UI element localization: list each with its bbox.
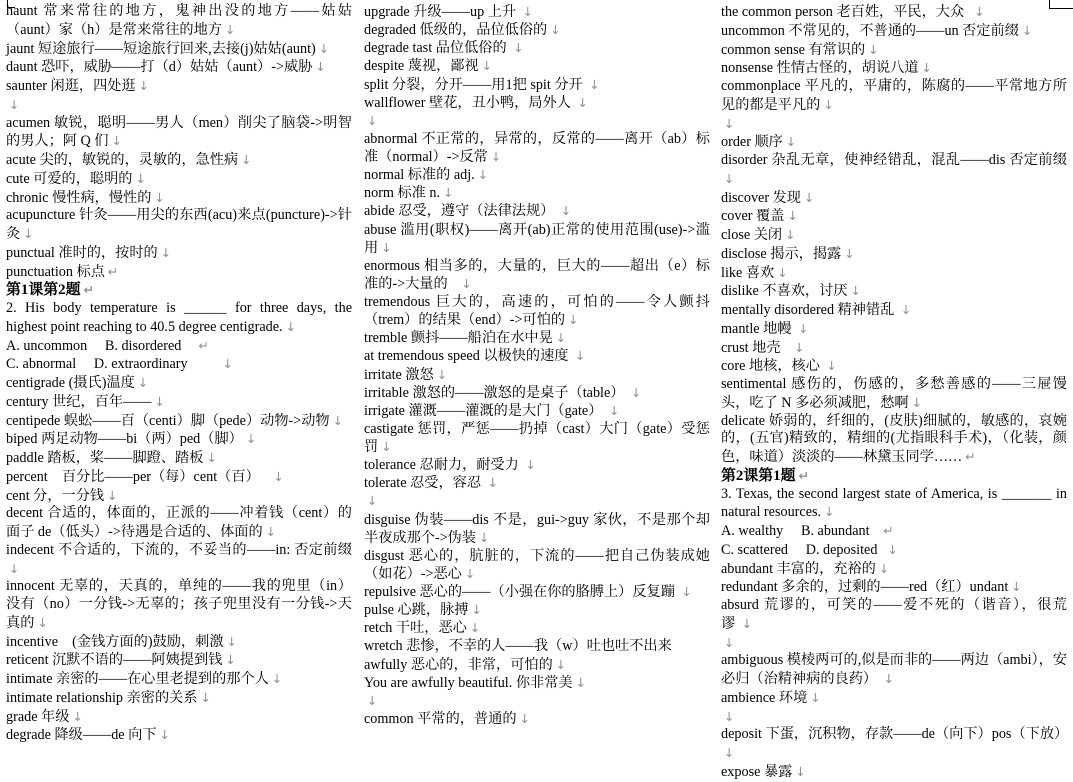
vocab-entry[interactable] bbox=[6, 708, 352, 727]
vocab-entry[interactable] bbox=[721, 301, 1067, 320]
linebreak-mark-icon: ↓ bbox=[787, 208, 798, 224]
vocab-entry[interactable] bbox=[721, 78, 1067, 115]
linebreak-mark-icon: ↓ bbox=[741, 615, 753, 631]
vocab-entry[interactable] bbox=[364, 366, 710, 384]
linebreak-mark-icon: ↓ bbox=[318, 40, 330, 56]
question-text[interactable] bbox=[6, 300, 352, 337]
linebreak-mark-icon: ↓ bbox=[724, 708, 735, 724]
linebreak-mark-icon: ↓ bbox=[443, 185, 454, 201]
vocab-entry[interactable] bbox=[6, 542, 352, 579]
vocab-entry[interactable] bbox=[721, 376, 1067, 413]
vocab-entry[interactable] bbox=[364, 39, 710, 57]
linebreak-mark-icon: ↓ bbox=[367, 112, 378, 128]
vocab-entry[interactable] bbox=[721, 22, 1067, 41]
vocab-entry[interactable] bbox=[6, 77, 352, 96]
paragraph-return-mark-icon: ↵ bbox=[83, 282, 94, 298]
line-text: order 顺序 bbox=[721, 134, 783, 151]
vocab-entry[interactable] bbox=[364, 329, 710, 347]
linebreak-mark-icon: ↓ bbox=[900, 302, 912, 317]
linebreak-mark-icon: ↓ bbox=[381, 439, 392, 454]
line-text: core 地核，核心 bbox=[721, 358, 824, 375]
question-text[interactable] bbox=[721, 486, 1067, 523]
linebreak-mark-icon: ↓ bbox=[681, 584, 692, 599]
line-text: ambiguous 模棱两可的,似是而非的——两边（ambi），安必归（治精神病的良药） bbox=[721, 652, 1068, 687]
vocab-entry[interactable] bbox=[6, 58, 352, 77]
text-column-3 bbox=[721, 3, 1067, 782]
linebreak-mark-icon: ↓ bbox=[160, 244, 172, 260]
vocab-entry[interactable] bbox=[721, 726, 1067, 763]
vocab-entry[interactable] bbox=[6, 726, 352, 745]
linebreak-mark-icon: ↓ bbox=[9, 560, 20, 576]
vocab-entry[interactable] bbox=[721, 189, 1067, 208]
vocab-entry[interactable] bbox=[6, 670, 352, 689]
linebreak-mark-icon: ↓ bbox=[795, 763, 806, 779]
vocab-entry[interactable] bbox=[364, 474, 710, 492]
line-text: jaunt 短途旅行——短途旅行回来,去接(j)姑姑(aunt) bbox=[6, 40, 316, 57]
linebreak-mark-icon: ↓ bbox=[315, 59, 326, 75]
vocab-entry[interactable] bbox=[6, 449, 352, 468]
linebreak-mark-icon: ↓ bbox=[868, 41, 879, 57]
vocab-entry[interactable] bbox=[364, 456, 710, 474]
line-text: A. wealthy B. abundant bbox=[721, 523, 881, 539]
line-text: tolerance 忍耐力，耐受力 bbox=[364, 457, 523, 474]
line-text: uncommon 不常见的，不普通的——un 否定前缀 bbox=[721, 22, 1019, 39]
vocab-entry[interactable] bbox=[6, 505, 352, 542]
vocab-entry[interactable] bbox=[721, 357, 1067, 376]
linebreak-mark-icon: ↓ bbox=[241, 152, 252, 167]
linebreak-mark-icon: ↓ bbox=[245, 431, 257, 447]
linebreak-mark-icon: ↓ bbox=[9, 96, 20, 112]
linebreak-mark-icon: ↓ bbox=[555, 656, 567, 672]
linebreak-mark-icon: ↓ bbox=[271, 671, 283, 686]
vocab-entry[interactable] bbox=[6, 189, 352, 208]
linebreak-mark-icon: ↓ bbox=[785, 227, 796, 242]
linebreak-mark-icon: ↓ bbox=[154, 189, 165, 205]
line-text: norm 标准 n. bbox=[364, 185, 441, 202]
line-text: common 平常的，普通的 bbox=[364, 710, 517, 727]
line-text: disclose 揭示，揭露 bbox=[721, 245, 842, 262]
vocab-entry[interactable] bbox=[364, 293, 710, 329]
line-text: biped 两足动物——bi（两）ped（脚） bbox=[6, 431, 243, 448]
linebreak-mark-icon: ↓ bbox=[823, 96, 834, 112]
linebreak-mark-icon: ↓ bbox=[1021, 22, 1033, 38]
empty-line[interactable] bbox=[721, 708, 1067, 727]
empty-line[interactable] bbox=[721, 634, 1067, 653]
vocab-entry[interactable] bbox=[364, 202, 710, 220]
vocab-entry[interactable] bbox=[6, 651, 352, 670]
paragraph-return-mark-icon: ↵ bbox=[798, 467, 809, 483]
linebreak-mark-icon: ↓ bbox=[487, 475, 499, 491]
vocab-entry[interactable] bbox=[364, 184, 710, 202]
vocab-entry[interactable] bbox=[364, 347, 710, 365]
line-text: intimate 亲密的——在心里老提到的那个人 bbox=[6, 671, 269, 687]
line-text: C. scattered D. deposited bbox=[721, 541, 885, 558]
line-text: enormous 相当多的，大量的，巨大的——超出（e）标准的->大量的 bbox=[364, 257, 710, 292]
vocab-entry[interactable] bbox=[721, 413, 1067, 467]
line-text: punctual 准时的，按时的 bbox=[6, 244, 158, 261]
line-text: redundant 多余的，过剩的——red（红）undant bbox=[721, 579, 1009, 596]
line-text: retch 干吐，恶心 bbox=[364, 620, 467, 637]
line-text: decent 合适的，体面的，正派的——冲着钱（cent）的面子 de（低头）->待遇是合适的、体面的 bbox=[6, 505, 352, 540]
line-text: mentally disordered 精神错乱 bbox=[721, 302, 898, 318]
line-text: reticent 沉默不语的——阿姨提到钱 bbox=[6, 652, 223, 669]
vocab-entry[interactable] bbox=[364, 3, 710, 21]
linebreak-mark-icon: ↓ bbox=[777, 264, 788, 280]
line-text: upgrade 升级——up 上升 bbox=[364, 4, 520, 20]
linebreak-mark-icon: ↓ bbox=[23, 226, 34, 241]
vocab-entry[interactable] bbox=[6, 170, 352, 189]
line-text: punctuation 标点 bbox=[6, 263, 105, 280]
vocab-entry[interactable] bbox=[6, 487, 352, 506]
vocab-entry[interactable] bbox=[364, 166, 710, 184]
vocab-entry[interactable] bbox=[364, 257, 710, 293]
linebreak-mark-icon: ↓ bbox=[477, 167, 489, 183]
answer-options[interactable] bbox=[721, 541, 1067, 560]
line-text: saunter 闲逛，四处逛 bbox=[6, 78, 136, 94]
linebreak-mark-icon: ↓ bbox=[560, 203, 572, 219]
line-text: like 喜欢 bbox=[721, 264, 775, 281]
linebreak-mark-icon: ↓ bbox=[154, 393, 165, 409]
line-text: percent 百分比——per（每）cent（百） bbox=[6, 468, 271, 485]
line-text: daunt 恐吓，威胁——打（d）姑姑（aunt）->威胁 bbox=[6, 59, 313, 76]
answer-options[interactable] bbox=[721, 522, 1067, 541]
linebreak-mark-icon: ↓ bbox=[1011, 579, 1022, 595]
vocab-entry[interactable] bbox=[721, 282, 1067, 301]
vocab-entry[interactable] bbox=[721, 41, 1067, 60]
linebreak-mark-icon: ↓ bbox=[911, 394, 923, 410]
line-text: degraded 低级的，品位低俗的 bbox=[364, 22, 548, 39]
linebreak-mark-icon: ↓ bbox=[200, 689, 211, 705]
line-text: crust 地壳 bbox=[721, 339, 792, 356]
line-text: irritate 激怒 bbox=[364, 366, 434, 383]
linebreak-mark-icon: ↓ bbox=[844, 245, 855, 261]
vocab-entry[interactable] bbox=[6, 374, 352, 393]
vocab-entry[interactable] bbox=[364, 130, 710, 166]
vocab-entry[interactable] bbox=[6, 633, 352, 652]
paragraph-return-mark-icon: ↵ bbox=[883, 523, 894, 538]
linebreak-mark-icon: ↓ bbox=[887, 541, 898, 557]
vocab-entry[interactable] bbox=[364, 384, 710, 402]
line-text: 3. Texas, the second largest state of America, is _______ in natural resources. bbox=[721, 485, 1067, 521]
line-text: century 世纪，百年—— bbox=[6, 393, 152, 410]
line-text: despite 蔑视，鄙视 bbox=[364, 58, 479, 75]
line-text: deposit 下蛋，沉积物，存款——de（向下）pos（下放） bbox=[721, 726, 1069, 743]
empty-line[interactable] bbox=[364, 692, 710, 710]
linebreak-mark-icon: ↓ bbox=[72, 708, 83, 724]
line-text: wallflower 壁花，丑小鸭，局外人 bbox=[364, 94, 575, 111]
empty-line[interactable] bbox=[364, 112, 710, 130]
vocab-entry[interactable] bbox=[6, 689, 352, 708]
vocab-entry[interactable] bbox=[364, 619, 710, 637]
line-text: repulsive 恶心的——（小强在你的胳膊上）反复蹦 bbox=[364, 584, 679, 600]
line-text: 第1课第2题 bbox=[6, 282, 81, 299]
vocab-entry[interactable] bbox=[6, 40, 352, 59]
linebreak-mark-icon: ↓ bbox=[575, 348, 586, 364]
vocab-entry[interactable] bbox=[6, 393, 352, 412]
linebreak-mark-icon: ↓ bbox=[724, 115, 735, 131]
vocab-entry[interactable] bbox=[364, 637, 710, 655]
vocab-entry[interactable] bbox=[721, 3, 1067, 22]
linebreak-mark-icon: ↓ bbox=[225, 652, 236, 668]
vocab-entry[interactable] bbox=[364, 94, 710, 112]
line-text: irritable 激怒的——激怒的是桌子（table） bbox=[364, 384, 629, 401]
line-text: centigrade (摄氏)温度 bbox=[6, 375, 135, 391]
line-text: 第2课第1题 bbox=[721, 467, 796, 484]
line-text: at tremendous speed 以极快的速度 bbox=[364, 348, 573, 365]
linebreak-mark-icon: ↓ bbox=[974, 4, 985, 19]
linebreak-mark-icon: ↓ bbox=[724, 170, 735, 186]
line-text: intimate relationship 亲密的关系 bbox=[6, 689, 198, 706]
linebreak-mark-icon: ↓ bbox=[513, 40, 524, 56]
vocab-entry[interactable] bbox=[364, 674, 710, 692]
vocab-entry[interactable] bbox=[364, 583, 710, 601]
vocab-entry[interactable] bbox=[364, 547, 710, 583]
line-text: castigate 惩罚，严惩——扔掉（cast）大门（gate）受惩罚 bbox=[364, 420, 710, 455]
line-text: paddle 踏板，桨——脚蹬、踏板 bbox=[6, 450, 204, 466]
line-text: abide 忍受，遵守（法律法规） bbox=[364, 203, 558, 220]
empty-line[interactable] bbox=[364, 492, 710, 510]
line-text: mantle 地幔 bbox=[721, 320, 796, 337]
linebreak-mark-icon: ↓ bbox=[381, 239, 392, 255]
line-text: awfully 恶心的，非常，可怕的 bbox=[364, 656, 553, 673]
linebreak-mark-icon: ↓ bbox=[575, 674, 587, 690]
line-text: tremble 颤抖——船泊在水中晃 bbox=[364, 330, 553, 347]
linebreak-mark-icon: ↓ bbox=[436, 366, 448, 382]
linebreak-mark-icon: ↓ bbox=[273, 468, 284, 484]
line-text: sentimental 感伤的，伤感的，多愁善感的——三屉馒头，吃了 N 多必须减肥，愁啊 bbox=[721, 376, 1067, 411]
linebreak-mark-icon: ↓ bbox=[222, 356, 234, 372]
linebreak-mark-icon: ↓ bbox=[608, 402, 620, 418]
line-text: nonsense 性情古怪的，胡说八道 bbox=[721, 60, 919, 77]
vocab-entry[interactable] bbox=[721, 59, 1067, 78]
linebreak-mark-icon: ↓ bbox=[522, 4, 534, 19]
vocab-entry[interactable] bbox=[364, 511, 710, 547]
vocab-entry[interactable] bbox=[364, 57, 710, 75]
line-text: normal 标准的 adj. bbox=[364, 167, 475, 184]
linebreak-mark-icon: ↓ bbox=[137, 375, 149, 390]
line-text: cent 分，一分钱 bbox=[6, 487, 105, 504]
linebreak-mark-icon: ↓ bbox=[519, 710, 530, 726]
line-text: haunt 常来常往的地方，鬼神出没的地方——姑姑（aunt）家（h）是常来常往的地方 bbox=[6, 3, 352, 38]
vocab-entry[interactable] bbox=[721, 689, 1067, 708]
vocab-entry[interactable] bbox=[721, 560, 1067, 579]
linebreak-mark-icon: ↓ bbox=[550, 22, 561, 38]
line-text: pulse 心跳，脉搏 bbox=[364, 602, 469, 619]
vocab-entry[interactable] bbox=[364, 21, 710, 39]
linebreak-mark-icon: ↓ bbox=[464, 565, 476, 581]
line-text: tolerate 忍受，容忍 bbox=[364, 475, 485, 492]
linebreak-mark-icon: ↓ bbox=[921, 60, 932, 76]
line-text: wretch 悲惨，不幸的人——我（w）吐也吐不出来 bbox=[364, 638, 672, 655]
line-text: acupuncture 针灸——用尖的东西(acu)来点(puncture)->针灸 bbox=[6, 207, 352, 242]
vocab-entry[interactable] bbox=[6, 412, 352, 431]
vocab-entry[interactable] bbox=[6, 115, 352, 152]
vocab-entry[interactable] bbox=[6, 151, 352, 170]
text-column-1 bbox=[6, 3, 352, 745]
line-text: delicate 娇弱的，纤细的，(皮肤)细腻的，敏感的，哀婉的，(五官)精致的，精细的(尤指眼科手术)，（化装，颜色，味道）淡淡的——林黛玉同学…… bbox=[721, 412, 1067, 465]
linebreak-mark-icon: ↓ bbox=[37, 614, 48, 630]
line-text: 2. His body temperature is ______ for three days, the highest point reaching to 40.5 degree centigrade. bbox=[6, 300, 352, 335]
vocab-entry[interactable] bbox=[721, 207, 1067, 226]
linebreak-mark-icon: ↓ bbox=[826, 358, 837, 374]
line-text: commonplace 平凡的，平庸的，陈腐的——平常地方所见的都是平凡的 bbox=[721, 78, 1067, 113]
line-text: incentive (金钱方面的)鼓励，刺激 bbox=[6, 633, 224, 650]
vocab-entry[interactable] bbox=[6, 207, 352, 244]
line-text: ambience 环境 bbox=[721, 689, 808, 706]
line-text: common sense 有常识的 bbox=[721, 41, 866, 58]
lesson-heading[interactable] bbox=[6, 281, 352, 300]
empty-line[interactable] bbox=[6, 96, 352, 115]
line-text: degrade 降级——de 向下 bbox=[6, 727, 157, 744]
linebreak-mark-icon: ↓ bbox=[577, 94, 588, 110]
vocab-entry[interactable] bbox=[721, 578, 1067, 597]
linebreak-mark-icon: ↓ bbox=[883, 671, 895, 686]
linebreak-mark-icon: ↓ bbox=[367, 493, 378, 509]
line-text: expose 暴露 bbox=[721, 763, 793, 780]
answer-options[interactable] bbox=[6, 355, 352, 374]
line-text: acumen 敏锐，聪明——男人（men）削尖了脑袋->明智的男人；阿 Q 们 bbox=[6, 114, 352, 150]
line-text: acute 尖的，敏锐的，灵敏的，急性病 bbox=[6, 152, 239, 168]
vocab-entry[interactable] bbox=[364, 221, 710, 257]
line-text: tremendous 巨大的，高速的，可怕的——令人颤抖（trem）的结果（end）->可怕的 bbox=[364, 294, 710, 329]
line-text: innocent 无辜的，天真的，单纯的——我的兜里（in）没有（no）一分钱->无辜的；孩子兜里没有一分钱->天真的 bbox=[6, 578, 352, 631]
vocab-entry[interactable] bbox=[364, 601, 710, 619]
line-text: chronic 慢性病，慢性的 bbox=[6, 189, 152, 206]
linebreak-mark-icon: ↓ bbox=[138, 78, 150, 93]
linebreak-mark-icon: ↓ bbox=[785, 134, 797, 150]
line-text: absurd 荒谬的，可笑的——爱不死的（谐音），很荒谬 bbox=[721, 597, 1067, 632]
linebreak-mark-icon: ↓ bbox=[525, 457, 536, 473]
linebreak-mark-icon: ↓ bbox=[810, 689, 821, 705]
line-text: A. uncommon B. disordered bbox=[6, 337, 196, 354]
linebreak-mark-icon: ↓ bbox=[111, 133, 122, 149]
vocab-entry[interactable] bbox=[721, 597, 1067, 634]
linebreak-mark-icon: ↓ bbox=[804, 189, 815, 205]
line-text: C. abnormal D. extraordinary bbox=[6, 356, 220, 373]
linebreak-mark-icon: ↓ bbox=[631, 384, 642, 400]
linebreak-mark-icon: ↓ bbox=[135, 170, 146, 186]
vocab-entry[interactable] bbox=[364, 656, 710, 674]
linebreak-mark-icon: ↓ bbox=[589, 76, 600, 92]
linebreak-mark-icon: ↓ bbox=[226, 633, 237, 649]
line-text: dislike 不喜欢，讨厌 bbox=[721, 283, 848, 300]
linebreak-mark-icon: ↓ bbox=[159, 727, 170, 743]
linebreak-mark-icon: ↓ bbox=[850, 283, 861, 299]
linebreak-mark-icon: ↓ bbox=[265, 524, 277, 539]
line-text: cute 可爱的，聪明的 bbox=[6, 170, 133, 187]
vocab-entry[interactable] bbox=[6, 578, 352, 632]
line-text: discover 发现 bbox=[721, 189, 801, 206]
vocab-entry[interactable] bbox=[721, 245, 1067, 264]
answer-options[interactable] bbox=[6, 337, 352, 356]
line-text: irrigate 灌溉——灌溉的是大门（gate） bbox=[364, 402, 606, 419]
text-column-2 bbox=[364, 3, 710, 728]
line-text: grade 年级 bbox=[6, 708, 70, 725]
linebreak-mark-icon: ↓ bbox=[724, 745, 735, 760]
vocab-entry[interactable] bbox=[364, 420, 710, 456]
paragraph-return-mark-icon: ↵ bbox=[107, 263, 119, 279]
linebreak-mark-icon: ↓ bbox=[471, 602, 482, 618]
vocab-entry[interactable] bbox=[721, 320, 1067, 339]
line-text: abnormal 不正常的，异常的，反常的——离开（ab）标准（normal）->反常 bbox=[364, 130, 710, 165]
paragraph-return-mark-icon: ↵ bbox=[198, 337, 210, 353]
vocab-entry[interactable] bbox=[721, 133, 1067, 152]
line-text: cover 覆盖 bbox=[721, 208, 785, 225]
vocab-entry[interactable] bbox=[721, 763, 1067, 782]
linebreak-mark-icon: ↓ bbox=[824, 504, 835, 520]
linebreak-mark-icon: ↓ bbox=[568, 312, 579, 328]
vocab-entry[interactable] bbox=[721, 339, 1067, 358]
lesson-heading[interactable] bbox=[721, 467, 1067, 486]
vocab-entry[interactable] bbox=[6, 3, 352, 40]
vocab-entry[interactable] bbox=[721, 226, 1067, 245]
linebreak-mark-icon: ↓ bbox=[794, 339, 805, 355]
linebreak-mark-icon: ↓ bbox=[332, 412, 344, 428]
line-text: the common person 老百姓，平民，大众 bbox=[721, 4, 972, 20]
empty-line[interactable] bbox=[721, 115, 1067, 134]
line-text: split 分裂，分开——用1把 spit 分开 bbox=[364, 76, 587, 93]
linebreak-mark-icon: ↓ bbox=[481, 58, 493, 74]
vocab-entry[interactable] bbox=[721, 652, 1067, 689]
linebreak-mark-icon: ↓ bbox=[724, 634, 735, 650]
vocab-entry[interactable] bbox=[6, 430, 352, 449]
vocab-entry[interactable] bbox=[364, 402, 710, 420]
vocab-entry[interactable] bbox=[6, 468, 352, 487]
linebreak-mark-icon: ↓ bbox=[285, 318, 297, 334]
linebreak-mark-icon: ↓ bbox=[224, 21, 236, 37]
vocab-entry[interactable] bbox=[364, 76, 710, 94]
line-text: abundant 丰富的，充裕的 bbox=[721, 560, 876, 577]
paragraph-return-mark-icon: ↵ bbox=[965, 449, 976, 464]
vocab-entry[interactable] bbox=[6, 244, 352, 263]
linebreak-mark-icon: ↓ bbox=[469, 620, 481, 636]
vocab-entry[interactable] bbox=[6, 263, 352, 282]
line-text: disorder 杂乱无章，使神经错乱，混乱——dis 否定前缀 bbox=[721, 152, 1067, 168]
linebreak-mark-icon: ↓ bbox=[461, 275, 472, 291]
line-text: close 关闭 bbox=[721, 227, 783, 243]
line-text: You are awfully beautiful. 你非常美 bbox=[364, 674, 573, 691]
linebreak-mark-icon: ↓ bbox=[555, 330, 567, 346]
linebreak-mark-icon: ↓ bbox=[479, 529, 490, 545]
linebreak-mark-icon: ↓ bbox=[206, 450, 217, 465]
linebreak-mark-icon: ↓ bbox=[878, 560, 890, 576]
linebreak-mark-icon: ↓ bbox=[367, 692, 378, 708]
linebreak-mark-icon: ↓ bbox=[798, 320, 809, 336]
vocab-entry[interactable] bbox=[721, 264, 1067, 283]
line-text: centipede 蜈蚣——百（centi）脚（pede）动物->动物 bbox=[6, 412, 330, 429]
line-text: indecent 不合适的，下流的，不妥当的——in: 否定前缀 bbox=[6, 541, 352, 558]
vocab-entry[interactable] bbox=[364, 710, 710, 728]
line-text: abuse 滥用(职权)——离开(ab)正常的使用范围(use)->滥用 bbox=[364, 221, 710, 256]
line-text: disguise 伪装——dis 不是，gui->guy 家伙，不是那个却半夜成那个->伪装 bbox=[364, 511, 710, 546]
line-text: degrade tast 品位低俗的 bbox=[364, 40, 511, 57]
vocab-entry[interactable] bbox=[721, 152, 1067, 189]
linebreak-mark-icon: ↓ bbox=[107, 487, 118, 503]
linebreak-mark-icon: ↓ bbox=[490, 149, 502, 164]
line-text: disgust 恶心的，肮脏的，下流的——把自己伪装成她（如花）->恶心 bbox=[364, 547, 710, 582]
